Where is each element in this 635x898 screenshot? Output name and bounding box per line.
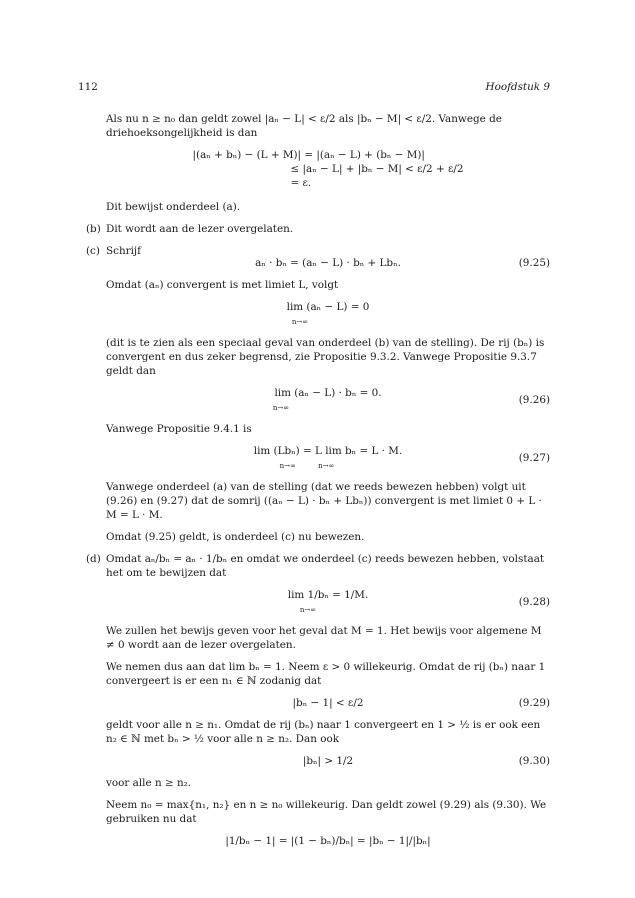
limit-equation-1-body: lim (aₙ − L) = 0 — [286, 301, 370, 313]
final-equation-body: |1/bₙ − 1| = |(1 − bₙ)/bₙ| = |bₙ − 1|/|bₙ| — [225, 835, 431, 847]
intro-block — [86, 112, 550, 214]
triangle-inequality-display — [106, 148, 550, 190]
item-d-text-5: voor alle n ≥ n₂. — [106, 777, 192, 789]
chapter-title: Hoofdstuk 9 — [485, 81, 550, 93]
page-body — [86, 112, 550, 856]
equation-9-27-body: lim (Lbₙ) = L lim bₙ = L · M. — [253, 445, 403, 457]
item-d-text-4: geldt voor alle n ≥ n₁. Omdat de rij (bₙ) naar 1 convergeert en 1 > ½ is er ook een n₂ ∈ ℕ met bₙ > ½ voor alle n ≥ n₂. Dan ook — [106, 719, 541, 745]
equation-9-29 — [106, 696, 550, 710]
item-c-text-5: Omdat (9.25) geldt, is onderdeel (c) nu bewezen. — [106, 531, 365, 543]
equation-9-28-sub: n→∞ — [299, 606, 317, 614]
aligned-line-3: = ε. — [290, 177, 312, 189]
equation-9-29-number: (9.29) — [518, 697, 550, 709]
equation-9-27-sub: n→∞ n→∞ — [279, 462, 335, 470]
aligned-line-1: |(aₙ + bₙ) − (L + M)| = |(aₙ − L) + (bₙ − M)| — [192, 149, 425, 161]
equation-9-26-body: lim (aₙ − L) · bₙ = 0. — [274, 387, 382, 399]
item-d-text-6: Neem n₀ = max{n₁, n₂} en n ≥ n₀ willekeurig. Dan geldt zowel (9.29) als (9.30). We gebruiken nu dat — [106, 799, 547, 825]
item-d-text-1: Omdat aₙ/bₙ = aₙ · 1/bₙ en omdat we onderdeel (c) reeds bewezen hebben, volstaat het om te bewijzen dat — [106, 553, 545, 579]
equation-9-25 — [106, 256, 550, 270]
equation-9-28 — [106, 588, 550, 616]
equation-9-27-number: (9.27) — [518, 452, 550, 464]
intro-line-1: Als nu n ≥ n₀ dan geldt zowel |aₙ − L| < ε/2 als |bₙ − M| < ε/2. Vanwege de — [106, 113, 502, 125]
page-number: 112 — [78, 81, 98, 93]
item-d — [86, 552, 550, 848]
limit-equation-1-sub: n→∞ — [291, 318, 309, 326]
item-c-text-3: Vanwege Propositie 9.4.1 is — [106, 423, 252, 435]
equation-9-26-number: (9.26) — [518, 394, 550, 406]
aligned-line-2: ≤ |aₙ − L| + |bₙ − M| < ε/2 + ε/2 — [290, 163, 464, 175]
equation-9-28-number: (9.28) — [518, 596, 550, 608]
item-d-text-2: We zullen het bewijs geven voor het geval dat M = 1. Het bewijs voor algemene M ≠ 0 wordt aan de lezer overgelaten. — [106, 625, 542, 651]
equation-9-25-body: aₙ · bₙ = (aₙ − L) · bₙ + Lbₙ. — [255, 257, 401, 269]
aligned-equations — [193, 148, 464, 190]
equation-9-30-number: (9.30) — [518, 755, 550, 767]
equation-9-25-number: (9.25) — [518, 257, 550, 269]
item-d-text-3: We nemen dus aan dat lim bₙ = 1. Neem ε > 0 willekeurig. Omdat de rij (bₙ) naar 1 convergeert is er een n₁ ∈ ℕ zodanig dat — [106, 661, 546, 687]
item-b-text: Dit wordt aan de lezer overgelaten. — [106, 223, 294, 235]
item-d-label: (d) — [86, 553, 101, 565]
equation-9-30 — [106, 754, 550, 768]
intro-line-2: driehoeksongelijkheid is dan — [106, 127, 258, 139]
equation-9-26 — [106, 386, 550, 414]
item-b — [86, 222, 550, 236]
item-c-text-1: Omdat (aₙ) convergent is met limiet L, volgt — [106, 279, 339, 291]
final-equation — [106, 834, 550, 848]
running-header — [78, 80, 550, 96]
item-c-text-4: Vanwege onderdeel (a) van de stelling (dat we reeds bewezen hebben) volgt uit (9.26) en (9.27) dat de somrij ((aₙ − L) · bₙ + Lbₙ)) convergent is met limiet 0 + L · M = L · M. — [106, 481, 542, 521]
equation-9-27 — [106, 444, 550, 472]
item-c — [86, 244, 550, 544]
equation-9-29-body: |bₙ − 1| < ε/2 — [292, 697, 364, 709]
item-b-label: (b) — [86, 223, 101, 235]
equation-9-26-sub: n→∞ — [272, 404, 290, 412]
limit-equation-1 — [106, 300, 550, 328]
item-c-text-2: (dit is te zien als een speciaal geval van onderdeel (b) van de stelling). De rij (bₙ) is convergent en dus zeker begrensd, zie Propositie 9.3.2. Vanwege Propositie 9.3.7 geldt dan — [106, 337, 545, 377]
equation-9-28-body: lim 1/bₙ = 1/M. — [287, 589, 369, 601]
equation-9-30-body: |bₙ| > 1/2 — [302, 755, 354, 767]
item-c-label: (c) — [86, 245, 100, 257]
proof-a-conclusion: Dit bewijst onderdeel (a). — [106, 201, 241, 213]
item-c-intro: Schrijf — [106, 245, 141, 257]
